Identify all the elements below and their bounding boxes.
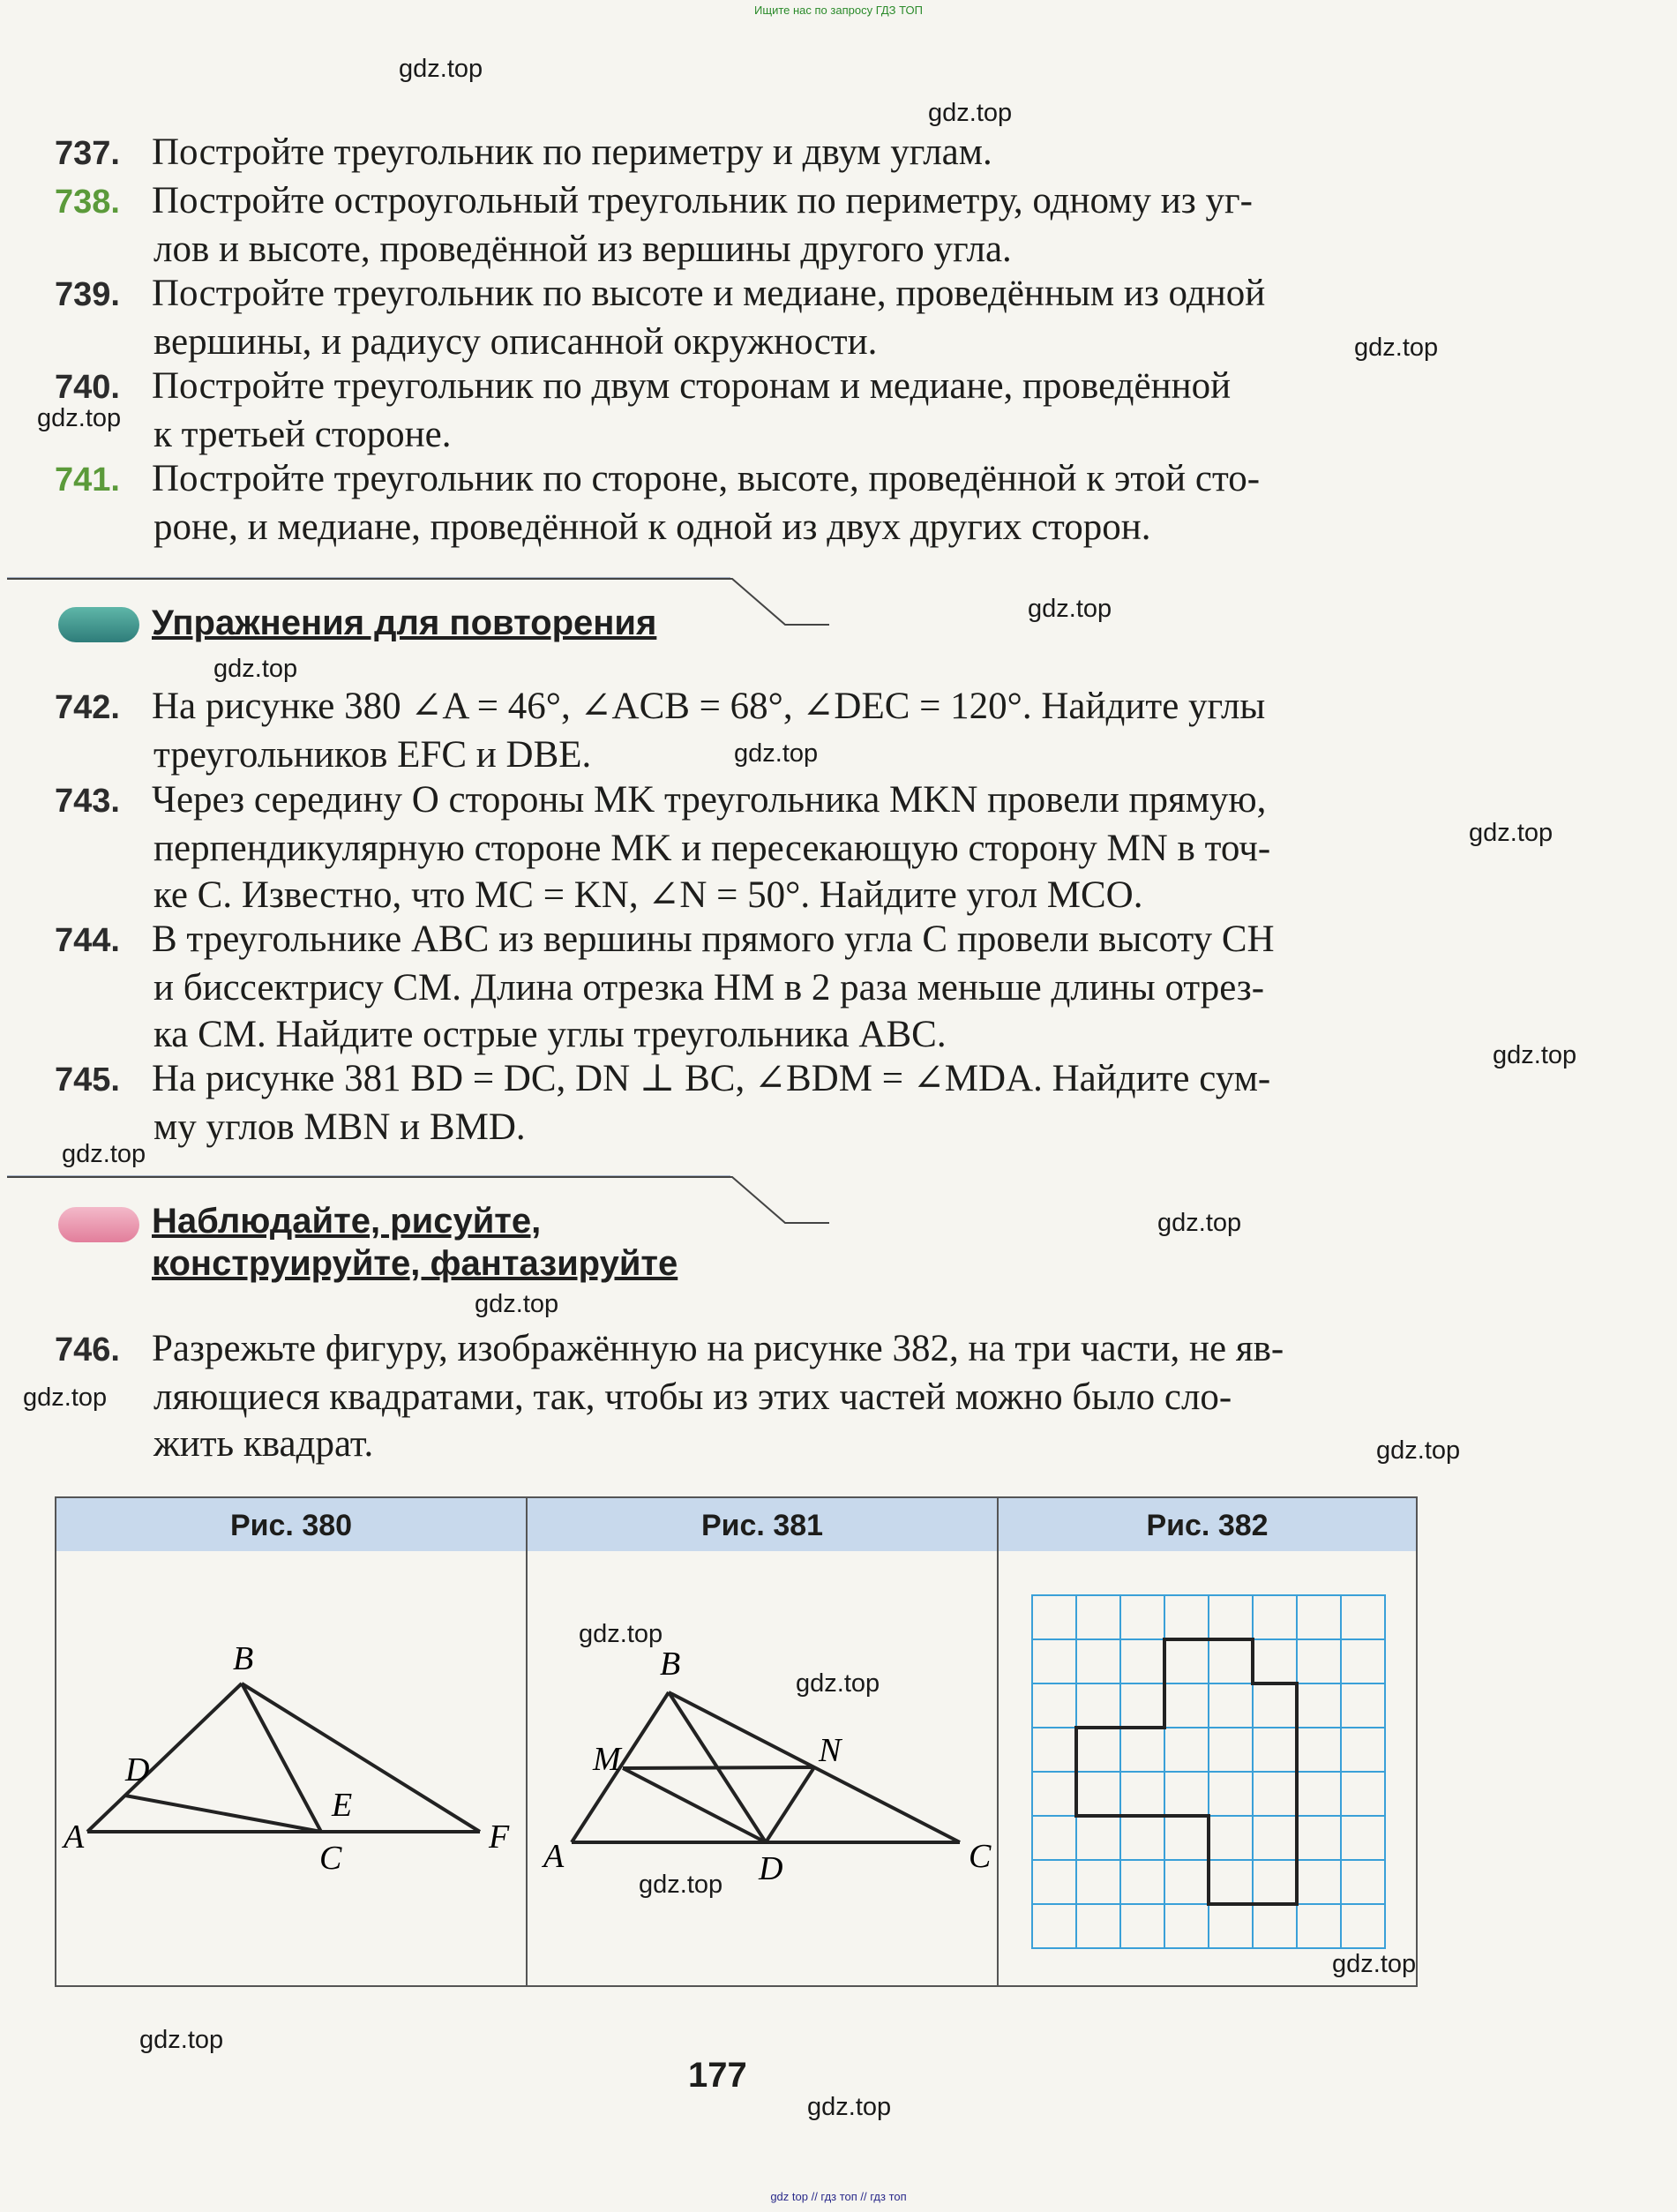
point-label: M	[593, 1741, 621, 1778]
problem-text: Постройте треугольник по периметру и двум углам.	[152, 131, 992, 173]
problem-text: жить квадрат.	[153, 1423, 374, 1465]
watermark: gdz.top	[796, 1669, 880, 1698]
problem-742	[55, 683, 1431, 778]
problem-text: треугольников EFC и DBE.	[153, 734, 592, 776]
problem-number: 743.	[55, 783, 120, 820]
problem-737	[55, 129, 1431, 177]
figures-table	[55, 1496, 1418, 1987]
section-header-repetition	[0, 572, 1677, 678]
point-label: A	[64, 1818, 85, 1856]
watermark: gdz.top	[1157, 1209, 1242, 1237]
point-label: E	[332, 1787, 353, 1824]
triangle-figure	[56, 1551, 524, 1983]
page-number: 177	[688, 2056, 747, 2095]
problem-text: В треугольнике ABC из вершины прямого угла C провели высоту CH	[152, 919, 1275, 960]
problem-text: Постройте треугольник по стороне, высоте, проведённой к этой сто-	[152, 458, 1261, 499]
problem-745	[55, 1055, 1431, 1151]
figure-label: Рис. 381	[700, 1509, 824, 1542]
section-header-creative	[0, 1170, 1677, 1293]
watermark: gdz.top	[399, 55, 483, 83]
problem-text: Разрежьте фигуру, изображённую на рисунке 382, на три части, не яв-	[152, 1328, 1284, 1369]
problem-text: и биссектрису CM. Длина отрезка HM в 2 раза меньше длины отрез-	[153, 967, 1265, 1009]
problem-739	[55, 270, 1431, 365]
point-label: D	[759, 1850, 783, 1887]
watermark: gdz.top	[1332, 1950, 1417, 1978]
problem-738	[55, 177, 1431, 273]
problem-number: 738.	[55, 184, 120, 221]
problem-number: 746.	[55, 1331, 120, 1368]
problem-text: му углов MBN и BMD.	[153, 1106, 526, 1148]
problem-number: 744.	[55, 922, 120, 959]
point-label: B	[233, 1640, 254, 1677]
watermark: gdz.top	[807, 2093, 892, 2121]
problem-number: 745.	[55, 1061, 120, 1099]
point-label: A	[543, 1838, 565, 1875]
footer-hint[interactable]: gdz top // гдз топ // гдз топ	[770, 2190, 907, 2203]
search-hint[interactable]: Ищите нас по запросу ГДЗ ТОП	[754, 4, 923, 17]
point-label: C	[319, 1840, 342, 1877]
problem-text: Постройте треугольник по двум сторонам и медиане, проведённой	[152, 365, 1232, 407]
problem-text: ляющиеся квадратами, так, чтобы из этих частей можно было сло-	[153, 1376, 1232, 1418]
problem-text: перпендикулярную стороне MK и пересекающую сторону MN в точ-	[153, 828, 1271, 869]
watermark: gdz.top	[1028, 595, 1112, 623]
problem-746	[55, 1325, 1431, 1467]
watermark: gdz.top	[62, 1140, 146, 1168]
watermark: gdz.top	[1354, 334, 1439, 362]
problem-743	[55, 776, 1431, 919]
figure-382	[999, 1498, 1416, 1985]
problem-text: Постройте треугольник по высоте и медиане, проведённым из одной	[152, 273, 1266, 314]
point-label: D	[125, 1751, 150, 1788]
watermark: gdz.top	[37, 404, 122, 432]
figure-381	[528, 1498, 999, 1985]
watermark: gdz.top	[1376, 1436, 1461, 1465]
figure-380	[56, 1498, 528, 1985]
problem-740	[55, 363, 1431, 458]
watermark: gdz.top	[928, 99, 1013, 127]
problem-number: 737.	[55, 135, 120, 172]
point-label: C	[969, 1838, 992, 1875]
problem-744	[55, 916, 1431, 1058]
figure-label: Рис. 380	[229, 1509, 353, 1542]
watermark: gdz.top	[1469, 819, 1553, 847]
section-title: Наблюдайте, рисуйте,	[152, 1202, 542, 1241]
watermark: gdz.top	[213, 655, 298, 683]
problem-number: 739.	[55, 276, 120, 313]
problem-text: На рисунке 380 ∠A = 46°, ∠ACB = 68°, ∠DEC = 120°. Найдите углы	[152, 686, 1266, 727]
problem-text: Постройте остроугольный треугольник по периметру, одному из уг-	[152, 180, 1253, 221]
point-label: B	[660, 1646, 681, 1683]
watermark: gdz.top	[23, 1383, 108, 1412]
section-pill-icon	[58, 607, 139, 642]
watermark: gdz.top	[139, 2026, 224, 2054]
watermark: gdz.top	[639, 1871, 723, 1899]
problem-text: роне, и медиане, проведённой к одной из двух других сторон.	[153, 506, 1151, 548]
watermark: gdz.top	[579, 1620, 663, 1648]
problem-number: 742.	[55, 689, 120, 726]
problem-number: 740.	[55, 369, 120, 406]
watermark: gdz.top	[1493, 1041, 1577, 1069]
figure-label: Рис. 382	[1146, 1509, 1269, 1542]
problem-text: Через середину O стороны MK треугольника MKN провели прямую,	[152, 779, 1267, 821]
point-label: F	[489, 1818, 510, 1856]
problem-text: На рисунке 381 BD = DC, DN ⊥ BC, ∠BDM = ∠MDA. Найдите сум-	[152, 1058, 1271, 1099]
point-label: N	[819, 1732, 842, 1769]
section-title: Упражнения для повторения	[152, 604, 657, 642]
triangle-figure	[528, 1551, 995, 1983]
section-title: конструируйте, фантазируйте	[152, 1244, 678, 1283]
grid-figure	[999, 1551, 1413, 1983]
watermark: gdz.top	[734, 739, 819, 768]
problem-text: лов и высоте, проведённой из вершины другого угла.	[153, 229, 1012, 270]
problem-741	[55, 455, 1431, 551]
watermark: gdz.top	[475, 1290, 559, 1318]
problem-text: вершины, и радиусу описанной окружности.	[153, 321, 878, 363]
problem-number: 741.	[55, 461, 120, 499]
problem-text: к третьей стороне.	[153, 414, 452, 455]
problem-text: ка CM. Найдите острые углы треугольника ABC.	[153, 1014, 947, 1055]
section-pill-icon	[58, 1207, 139, 1242]
problem-text: ке C. Известно, что MC = KN, ∠N = 50°. Найдите угол MCO.	[153, 874, 1143, 916]
